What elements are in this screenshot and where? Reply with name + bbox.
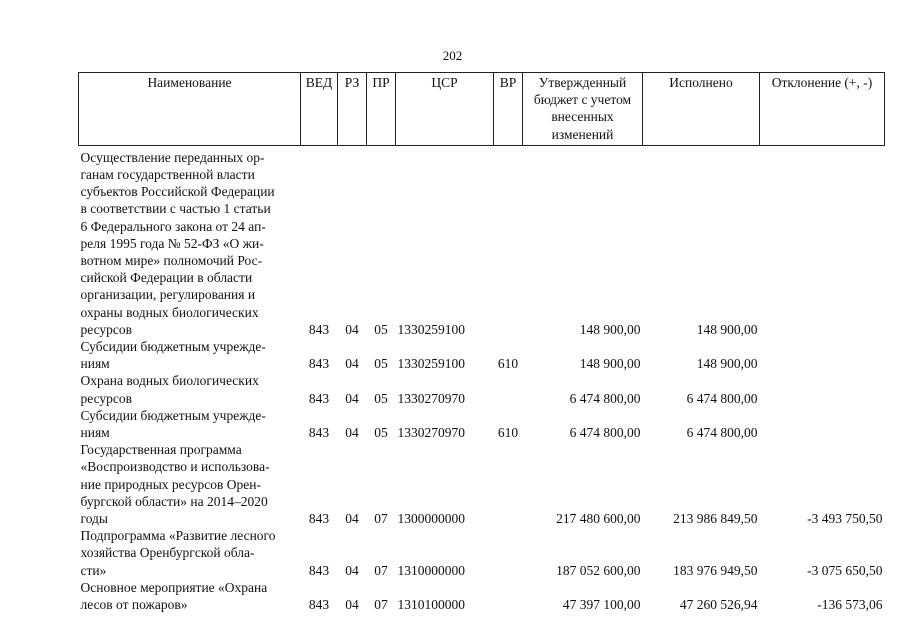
header-deviation: Отклонение (+, -) [760, 73, 885, 146]
row-approved: 6 474 800,00 [569, 390, 641, 406]
table-header-row [79, 73, 885, 146]
row-deviation: -3 075 650,50 [807, 562, 883, 578]
row-deviation [760, 338, 885, 372]
row-deviation [760, 407, 885, 441]
row-ved: 843 [308, 321, 330, 337]
row-vr: 610 [497, 356, 519, 372]
row-ved: 843 [308, 511, 330, 527]
table-row [79, 145, 885, 338]
row-rz: 04 [345, 597, 359, 613]
table-row [79, 441, 885, 527]
row-vr [494, 527, 523, 579]
table-row [79, 407, 885, 441]
row-executed: 213 986 849,50 [673, 511, 758, 527]
row-pr: 05 [374, 425, 388, 441]
row-csr: 1310100000 [397, 597, 465, 613]
header-pr: ПР [367, 73, 396, 146]
header-vr: ВР [494, 73, 523, 146]
row-name: Субсидии бюджетным учрежде- ниям [80, 339, 266, 372]
row-pr: 07 [374, 597, 388, 613]
header-name: Наименование [79, 73, 301, 146]
table-row [79, 527, 885, 579]
row-pr: 07 [374, 511, 388, 527]
row-executed: 148 900,00 [696, 321, 758, 337]
row-rz: 04 [345, 356, 359, 372]
row-csr: 1330270970 [397, 390, 465, 406]
header-executed: Исполнено [643, 73, 760, 146]
row-name: Охрана водных биологических ресурсов [80, 373, 259, 406]
row-vr [494, 579, 523, 613]
row-rz: 04 [345, 390, 359, 406]
header-ved: ВЕД [301, 73, 338, 146]
row-ved: 843 [308, 356, 330, 372]
row-executed: 148 900,00 [696, 356, 758, 372]
row-ved: 843 [308, 562, 330, 578]
row-ved: 843 [308, 425, 330, 441]
row-vr [494, 145, 523, 338]
row-executed: 183 976 949,50 [673, 562, 758, 578]
row-rz: 04 [345, 425, 359, 441]
table-row [79, 338, 885, 372]
row-deviation [760, 145, 885, 338]
header-approved: Утвержденный бюджет с учетом внесенных изменений [523, 73, 643, 146]
row-approved: 6 474 800,00 [569, 425, 641, 441]
row-approved: 187 052 600,00 [556, 562, 641, 578]
row-vr: 610 [497, 425, 519, 441]
row-ved: 843 [308, 390, 330, 406]
row-approved: 217 480 600,00 [556, 511, 641, 527]
header-csr: ЦСР [396, 73, 494, 146]
row-approved: 148 900,00 [579, 356, 641, 372]
table-row [79, 579, 885, 613]
row-name: Подпрограмма «Развитие лесного хозяйства Оренбургской обла- сти» [80, 528, 276, 578]
row-vr [494, 372, 523, 406]
row-pr: 05 [374, 356, 388, 372]
row-pr: 07 [374, 562, 388, 578]
row-csr: 1300000000 [397, 511, 465, 527]
row-approved: 47 397 100,00 [562, 597, 641, 613]
table-row [79, 372, 885, 406]
row-csr: 1310000000 [397, 562, 465, 578]
row-executed: 6 474 800,00 [686, 390, 758, 406]
row-name: Государственная программа «Воспроизводство и использова- ние природных ресурсов Орен- бургской области» на 2014–2020 годы [80, 442, 270, 527]
row-name: Осуществление переданных ор- ганам государственной власти субъектов Российской Федерации в соответствии с частью 1 статьи 6 Федерального закона от 24 ап- реля 1995 года № 52-ФЗ «О жи- вотном мире» полномочий Рос- сийской Федерации в области организации, регулирования и охраны водных биологических ресурсов [80, 149, 275, 337]
row-rz: 04 [345, 562, 359, 578]
row-csr: 1330259100 [397, 356, 465, 372]
row-pr: 05 [374, 321, 388, 337]
row-executed: 47 260 526,94 [679, 597, 758, 613]
row-rz: 04 [345, 321, 359, 337]
row-executed: 6 474 800,00 [686, 425, 758, 441]
row-deviation [760, 372, 885, 406]
row-rz: 04 [345, 511, 359, 527]
row-deviation: -3 493 750,50 [807, 511, 883, 527]
budget-execution-table [78, 72, 885, 613]
row-name: Субсидии бюджетным учрежде- ниям [80, 407, 266, 441]
row-pr: 05 [374, 390, 388, 406]
row-ved: 843 [308, 597, 330, 613]
header-rz: РЗ [338, 73, 367, 146]
page-number: 202 [442, 48, 463, 63]
row-approved: 148 900,00 [579, 321, 641, 337]
row-csr: 1330259100 [397, 321, 465, 337]
row-vr [494, 441, 523, 527]
row-name: Основное мероприятие «Охрана лесов от пожаров» [80, 579, 268, 613]
row-csr: 1330270970 [397, 425, 465, 441]
row-deviation: -136 573,06 [817, 597, 883, 613]
